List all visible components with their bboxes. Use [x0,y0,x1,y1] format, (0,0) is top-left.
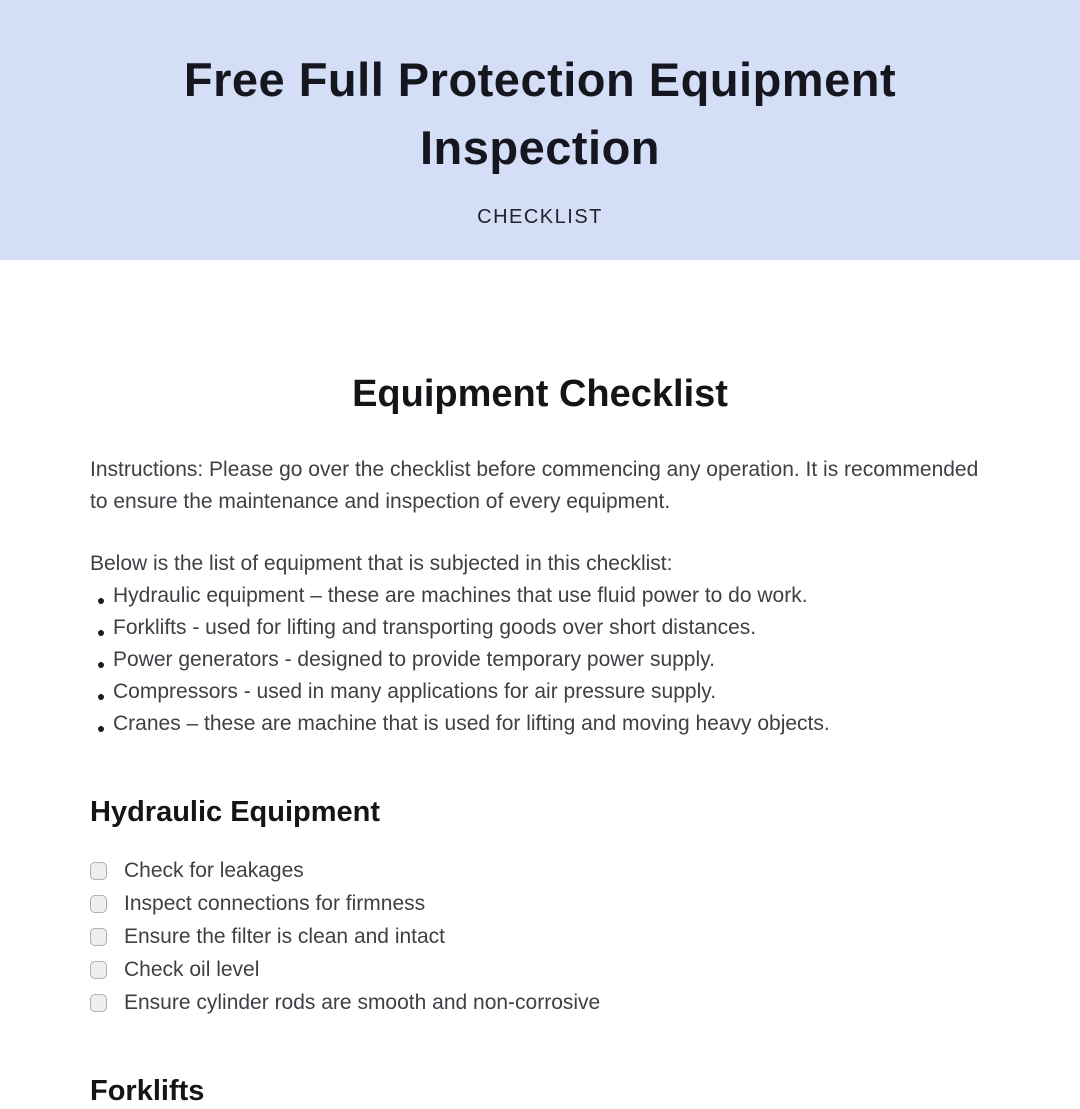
checklist-row [90,887,990,920]
list-item-text: Compressors - used in many applications for air pressure supply. [113,680,717,703]
bullet-icon [98,694,104,700]
list-item-text: Forklifts - used for lifting and transporting goods over short distances. [113,616,757,639]
checklist-row [90,986,990,1019]
list-intro-text: Below is the list of equipment that is subjected in this checklist: [90,552,673,575]
checkbox[interactable] [90,862,107,880]
checklist-row [90,953,990,986]
bullet-icon [98,598,104,604]
banner [0,0,1080,260]
list-item-text: Cranes – these are machine that is used for lifting and moving heavy objects. [113,712,830,735]
checkbox[interactable] [90,961,107,979]
checkbox-label: Check for leakages [124,858,304,882]
checkbox-label: Ensure the filter is clean and intact [124,924,446,948]
bullet-icon [98,662,104,668]
equipment-list [90,580,990,740]
list-item [90,708,990,740]
checkbox[interactable] [90,994,107,1012]
list-item-text: Hydraulic equipment – these are machines that use fluid power to do work. [113,584,808,607]
list-item [90,612,990,644]
document-heading: Equipment Checklist [352,373,728,415]
section-heading-forklifts: Forklifts [90,1075,205,1107]
banner-subtitle: CHECKLIST [477,206,603,228]
list-item [90,580,990,612]
section-heading-hydraulic-equipment: Hydraulic Equipment [90,796,381,828]
checkbox[interactable] [90,928,107,946]
checkbox-label: Ensure cylinder rods are smooth and non-corrosive [124,990,601,1014]
bullet-icon [98,726,104,732]
list-item [90,644,990,676]
checkbox-label: Inspect connections for firmness [124,891,426,915]
instructions-text: Instructions: Please go over the checklist before commencing any operation. It is recommended to ensure the maintenance and inspection of every equipment. [90,458,979,513]
list-item-text: Power generators - designed to provide temporary power supply. [113,648,715,671]
document-body [0,372,1080,1109]
list-item [90,676,990,708]
checklist-row [90,920,990,953]
hydraulic-equipment-checklist [90,854,990,1019]
bullet-icon [98,630,104,636]
checkbox-label: Check oil level [124,957,260,981]
checkbox[interactable] [90,895,107,913]
banner-title: Free Full Protection Equipment Inspection [183,53,897,174]
checklist-row [90,854,990,887]
